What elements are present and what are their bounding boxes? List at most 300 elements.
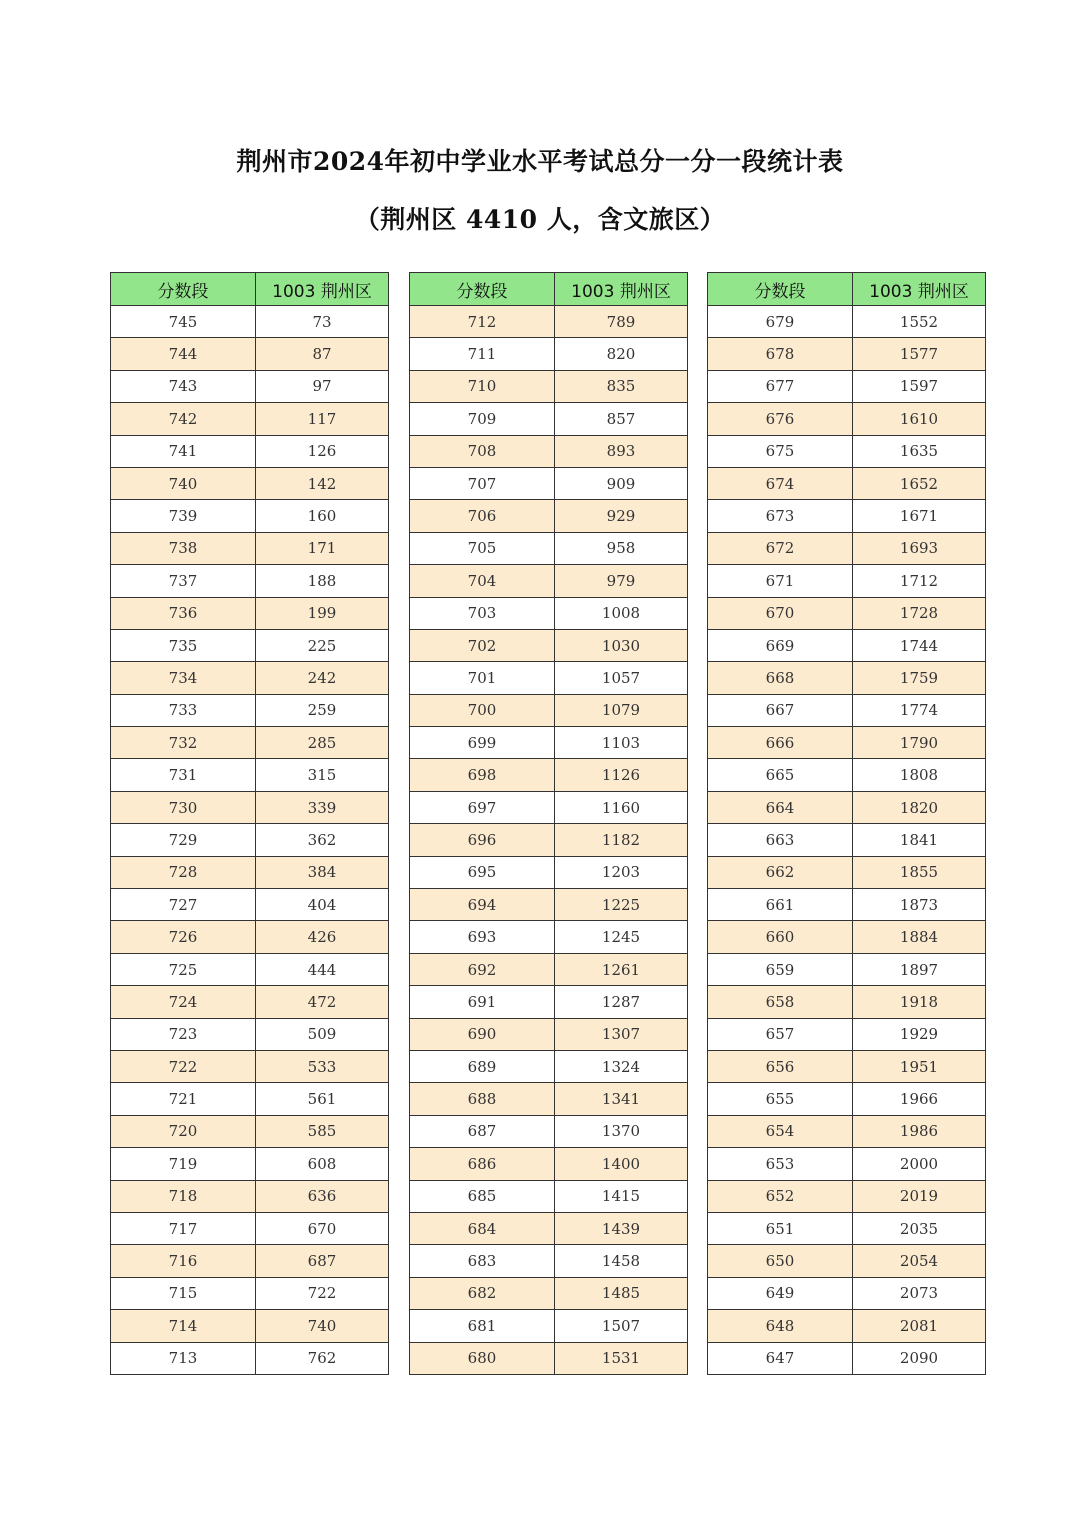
table-row	[410, 1245, 688, 1277]
count-cell: 789	[555, 306, 688, 338]
district-column-header: 1003 荆州区	[853, 273, 986, 306]
score-cell: 680	[410, 1342, 555, 1374]
score-cell: 720	[111, 1115, 256, 1147]
score-cell: 661	[708, 889, 853, 921]
score-cell: 691	[410, 986, 555, 1018]
count-cell: 909	[555, 467, 688, 499]
table-row	[410, 759, 688, 791]
table-row	[708, 1148, 986, 1180]
score-cell: 694	[410, 889, 555, 921]
score-cell: 724	[111, 986, 256, 1018]
count-cell: 171	[256, 532, 389, 564]
score-cell: 656	[708, 1050, 853, 1082]
table-row	[410, 1115, 688, 1147]
score-table-1	[110, 272, 389, 1375]
score-cell: 665	[708, 759, 853, 791]
count-cell: 820	[555, 338, 688, 370]
score-cell: 726	[111, 921, 256, 953]
score-cell: 701	[410, 662, 555, 694]
count-cell: 1126	[555, 759, 688, 791]
score-cell: 730	[111, 791, 256, 823]
table-row	[111, 403, 389, 435]
score-cell: 668	[708, 662, 853, 694]
count-cell: 1671	[853, 500, 986, 532]
score-cell: 693	[410, 921, 555, 953]
score-cell: 741	[111, 435, 256, 467]
table-row	[708, 500, 986, 532]
table-row	[708, 953, 986, 985]
score-cell: 711	[410, 338, 555, 370]
score-cell: 709	[410, 403, 555, 435]
count-cell: 142	[256, 467, 389, 499]
count-cell: 1307	[555, 1018, 688, 1050]
table-row	[708, 435, 986, 467]
table-row	[410, 921, 688, 953]
table-row	[111, 1148, 389, 1180]
table-row	[708, 1245, 986, 1277]
count-cell: 1245	[555, 921, 688, 953]
score-cell: 725	[111, 953, 256, 985]
count-cell: 1951	[853, 1050, 986, 1082]
score-cell: 696	[410, 824, 555, 856]
table-row	[410, 1083, 688, 1115]
table-row	[708, 921, 986, 953]
score-cell: 677	[708, 370, 853, 402]
score-column-header: 分数段	[410, 273, 555, 306]
table-row	[111, 500, 389, 532]
score-cell: 729	[111, 824, 256, 856]
score-table-3	[707, 272, 986, 1375]
table-row	[111, 953, 389, 985]
score-cell: 717	[111, 1212, 256, 1244]
count-cell: 1531	[555, 1342, 688, 1374]
count-cell: 362	[256, 824, 389, 856]
score-cell: 689	[410, 1050, 555, 1082]
count-cell: 1182	[555, 824, 688, 856]
table-row	[708, 694, 986, 726]
count-cell: 1759	[853, 662, 986, 694]
table-row	[708, 1277, 986, 1309]
count-cell: 199	[256, 597, 389, 629]
score-column-header: 分数段	[708, 273, 853, 306]
score-cell: 647	[708, 1342, 853, 1374]
count-cell: 561	[256, 1083, 389, 1115]
table-row	[410, 856, 688, 888]
count-cell: 1873	[853, 889, 986, 921]
table-row	[708, 986, 986, 1018]
count-cell: 1635	[853, 435, 986, 467]
score-cell: 652	[708, 1180, 853, 1212]
table-row	[410, 953, 688, 985]
score-cell: 718	[111, 1180, 256, 1212]
count-cell: 1610	[853, 403, 986, 435]
table-row	[410, 1018, 688, 1050]
count-cell: 762	[256, 1342, 389, 1374]
table-row	[111, 565, 389, 597]
count-cell: 1841	[853, 824, 986, 856]
count-cell: 1103	[555, 727, 688, 759]
table-row	[111, 629, 389, 661]
count-cell: 1597	[853, 370, 986, 402]
score-cell: 703	[410, 597, 555, 629]
count-cell: 1439	[555, 1212, 688, 1244]
table-row	[410, 338, 688, 370]
table-row	[111, 1212, 389, 1244]
count-cell: 1008	[555, 597, 688, 629]
count-cell: 893	[555, 435, 688, 467]
table-row	[111, 1050, 389, 1082]
score-cell: 670	[708, 597, 853, 629]
count-cell: 1918	[853, 986, 986, 1018]
count-cell: 1986	[853, 1115, 986, 1147]
count-cell: 472	[256, 986, 389, 1018]
score-cell: 710	[410, 370, 555, 402]
count-cell: 1712	[853, 565, 986, 597]
count-cell: 426	[256, 921, 389, 953]
table-row	[708, 791, 986, 823]
table-row	[111, 1115, 389, 1147]
count-cell: 1966	[853, 1083, 986, 1115]
table-row	[708, 662, 986, 694]
count-cell: 2073	[853, 1277, 986, 1309]
score-cell: 715	[111, 1277, 256, 1309]
table-row	[410, 1310, 688, 1342]
table-row	[708, 565, 986, 597]
count-cell: 636	[256, 1180, 389, 1212]
table-row	[708, 1310, 986, 1342]
count-cell: 1884	[853, 921, 986, 953]
count-cell: 1458	[555, 1245, 688, 1277]
count-cell: 1820	[853, 791, 986, 823]
count-cell: 585	[256, 1115, 389, 1147]
score-cell: 664	[708, 791, 853, 823]
table-row	[111, 338, 389, 370]
score-cell: 674	[708, 467, 853, 499]
table-row	[410, 403, 688, 435]
table-row	[708, 306, 986, 338]
score-cell: 698	[410, 759, 555, 791]
count-cell: 242	[256, 662, 389, 694]
score-cell: 657	[708, 1018, 853, 1050]
page-subtitle: （荆州区 4410 人，含文旅区）	[354, 205, 726, 234]
table-row	[111, 694, 389, 726]
score-cell: 662	[708, 856, 853, 888]
score-cell: 745	[111, 306, 256, 338]
table-row	[410, 727, 688, 759]
table-header-row	[708, 273, 986, 306]
count-cell: 126	[256, 435, 389, 467]
count-cell: 1160	[555, 791, 688, 823]
table-row	[410, 597, 688, 629]
table-header-row	[410, 273, 688, 306]
count-cell: 1370	[555, 1115, 688, 1147]
count-cell: 740	[256, 1310, 389, 1342]
score-cell: 673	[708, 500, 853, 532]
table-row	[410, 889, 688, 921]
count-cell: 2019	[853, 1180, 986, 1212]
table-row	[708, 467, 986, 499]
score-cell: 721	[111, 1083, 256, 1115]
score-cell: 653	[708, 1148, 853, 1180]
score-cell: 685	[410, 1180, 555, 1212]
table-row	[410, 1050, 688, 1082]
table-header-row	[111, 273, 389, 306]
count-cell: 97	[256, 370, 389, 402]
count-cell: 285	[256, 727, 389, 759]
count-cell: 1341	[555, 1083, 688, 1115]
table-row	[708, 1180, 986, 1212]
table-row	[410, 791, 688, 823]
count-cell: 670	[256, 1212, 389, 1244]
table-row	[410, 694, 688, 726]
count-cell: 979	[555, 565, 688, 597]
count-cell: 857	[555, 403, 688, 435]
score-cell: 723	[111, 1018, 256, 1050]
table-row	[111, 986, 389, 1018]
district-column-header: 1003 荆州区	[555, 273, 688, 306]
score-cell: 739	[111, 500, 256, 532]
table-row	[410, 1342, 688, 1374]
count-cell: 1261	[555, 953, 688, 985]
table-row	[111, 532, 389, 564]
score-cell: 731	[111, 759, 256, 791]
count-cell: 1744	[853, 629, 986, 661]
table-row	[111, 370, 389, 402]
score-cell: 650	[708, 1245, 853, 1277]
table-row	[111, 1342, 389, 1374]
count-cell: 722	[256, 1277, 389, 1309]
score-cell: 666	[708, 727, 853, 759]
count-cell: 1929	[853, 1018, 986, 1050]
score-cell: 712	[410, 306, 555, 338]
count-cell: 2090	[853, 1342, 986, 1374]
table-row	[708, 1212, 986, 1244]
table-row	[708, 338, 986, 370]
table-row	[708, 1050, 986, 1082]
table-row	[410, 662, 688, 694]
score-cell: 687	[410, 1115, 555, 1147]
score-cell: 733	[111, 694, 256, 726]
score-cell: 681	[410, 1310, 555, 1342]
score-cell: 734	[111, 662, 256, 694]
score-cell: 669	[708, 629, 853, 661]
table-row	[708, 824, 986, 856]
table-row	[708, 856, 986, 888]
count-cell: 533	[256, 1050, 389, 1082]
score-cell: 732	[111, 727, 256, 759]
count-cell: 2035	[853, 1212, 986, 1244]
count-cell: 2000	[853, 1148, 986, 1180]
score-cell: 742	[111, 403, 256, 435]
table-row	[708, 629, 986, 661]
score-cell: 744	[111, 338, 256, 370]
score-cell: 660	[708, 921, 853, 953]
count-cell: 117	[256, 403, 389, 435]
table-row	[708, 1342, 986, 1374]
count-cell: 1225	[555, 889, 688, 921]
count-cell: 1855	[853, 856, 986, 888]
score-cell: 682	[410, 1277, 555, 1309]
score-cell: 648	[708, 1310, 853, 1342]
table-row	[410, 1212, 688, 1244]
table-row	[410, 1180, 688, 1212]
table-row	[410, 986, 688, 1018]
table-row	[111, 435, 389, 467]
count-cell: 1693	[853, 532, 986, 564]
count-cell: 1057	[555, 662, 688, 694]
count-cell: 188	[256, 565, 389, 597]
score-cell: 699	[410, 727, 555, 759]
score-cell: 713	[111, 1342, 256, 1374]
table-row	[111, 791, 389, 823]
table-row	[111, 467, 389, 499]
count-cell: 87	[256, 338, 389, 370]
table-row	[708, 403, 986, 435]
score-cell: 684	[410, 1212, 555, 1244]
table-row	[111, 597, 389, 629]
count-cell: 509	[256, 1018, 389, 1050]
count-cell: 2054	[853, 1245, 986, 1277]
table-row	[410, 532, 688, 564]
count-cell: 1577	[853, 338, 986, 370]
table-row	[708, 532, 986, 564]
score-cell: 688	[410, 1083, 555, 1115]
score-cell: 716	[111, 1245, 256, 1277]
table-row	[410, 629, 688, 661]
score-cell: 683	[410, 1245, 555, 1277]
district-column-header: 1003 荆州区	[256, 273, 389, 306]
score-cell: 672	[708, 532, 853, 564]
score-cell: 705	[410, 532, 555, 564]
score-table-2	[409, 272, 688, 1375]
score-cell: 690	[410, 1018, 555, 1050]
count-cell: 1897	[853, 953, 986, 985]
table-row	[111, 824, 389, 856]
table-row	[410, 467, 688, 499]
table-row	[708, 759, 986, 791]
score-cell: 708	[410, 435, 555, 467]
table-row	[111, 1180, 389, 1212]
table-row	[708, 1083, 986, 1115]
table-row	[410, 565, 688, 597]
count-cell: 339	[256, 791, 389, 823]
score-cell: 692	[410, 953, 555, 985]
table-row	[111, 921, 389, 953]
table-row	[410, 824, 688, 856]
score-cell: 702	[410, 629, 555, 661]
table-row	[111, 1018, 389, 1050]
table-row	[708, 597, 986, 629]
table-row	[410, 1277, 688, 1309]
count-cell: 929	[555, 500, 688, 532]
table-row	[111, 1245, 389, 1277]
count-cell: 259	[256, 694, 389, 726]
table-row	[708, 727, 986, 759]
score-cell: 706	[410, 500, 555, 532]
count-cell: 1415	[555, 1180, 688, 1212]
score-cell: 658	[708, 986, 853, 1018]
count-cell: 2081	[853, 1310, 986, 1342]
score-cell: 697	[410, 791, 555, 823]
count-cell: 1652	[853, 467, 986, 499]
count-cell: 1790	[853, 727, 986, 759]
score-cell: 738	[111, 532, 256, 564]
table-row	[410, 435, 688, 467]
score-cell: 679	[708, 306, 853, 338]
table-row	[111, 727, 389, 759]
count-cell: 1324	[555, 1050, 688, 1082]
count-cell: 1728	[853, 597, 986, 629]
table-row	[111, 662, 389, 694]
count-cell: 73	[256, 306, 389, 338]
score-cell: 704	[410, 565, 555, 597]
count-cell: 1485	[555, 1277, 688, 1309]
score-cell: 722	[111, 1050, 256, 1082]
count-cell: 384	[256, 856, 389, 888]
count-cell: 404	[256, 889, 389, 921]
score-cell: 659	[708, 953, 853, 985]
score-cell: 740	[111, 467, 256, 499]
table-row	[410, 1148, 688, 1180]
score-cell: 737	[111, 565, 256, 597]
count-cell: 1400	[555, 1148, 688, 1180]
count-cell: 1774	[853, 694, 986, 726]
table-row	[410, 306, 688, 338]
score-cell: 654	[708, 1115, 853, 1147]
count-cell: 160	[256, 500, 389, 532]
table-row	[410, 370, 688, 402]
count-cell: 1079	[555, 694, 688, 726]
score-cell: 728	[111, 856, 256, 888]
score-cell: 651	[708, 1212, 853, 1244]
table-row	[111, 856, 389, 888]
table-row	[410, 500, 688, 532]
table-row	[111, 889, 389, 921]
score-cell: 671	[708, 565, 853, 597]
count-cell: 687	[256, 1245, 389, 1277]
score-cell: 675	[708, 435, 853, 467]
table-row	[111, 1310, 389, 1342]
count-cell: 1808	[853, 759, 986, 791]
score-cell: 686	[410, 1148, 555, 1180]
score-cell: 714	[111, 1310, 256, 1342]
count-cell: 608	[256, 1148, 389, 1180]
count-cell: 315	[256, 759, 389, 791]
count-cell: 958	[555, 532, 688, 564]
score-cell: 667	[708, 694, 853, 726]
score-cell: 655	[708, 1083, 853, 1115]
score-cell: 700	[410, 694, 555, 726]
table-row	[111, 1083, 389, 1115]
table-row	[708, 1115, 986, 1147]
count-cell: 225	[256, 629, 389, 661]
score-cell: 649	[708, 1277, 853, 1309]
score-cell: 695	[410, 856, 555, 888]
table-row	[708, 1018, 986, 1050]
count-cell: 1030	[555, 629, 688, 661]
score-cell: 707	[410, 467, 555, 499]
score-cell: 735	[111, 629, 256, 661]
table-row	[708, 889, 986, 921]
score-column-header: 分数段	[111, 273, 256, 306]
count-cell: 1203	[555, 856, 688, 888]
table-row	[111, 306, 389, 338]
page-title: 荆州市2024年初中学业水平考试总分一分一段统计表	[236, 147, 844, 176]
score-cell: 743	[111, 370, 256, 402]
count-cell: 444	[256, 953, 389, 985]
count-cell: 1507	[555, 1310, 688, 1342]
table-row	[111, 759, 389, 791]
